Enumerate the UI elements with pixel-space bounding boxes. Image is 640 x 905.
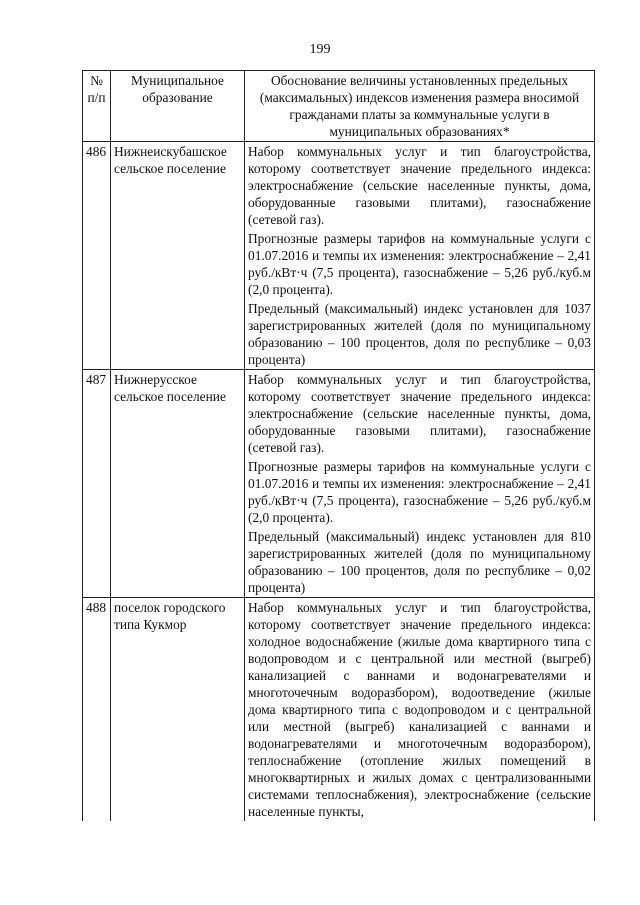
row-number: 488	[83, 598, 111, 822]
tariff-index-table	[82, 70, 595, 821]
header-justification: Обоснование величины установленных предельных (максимальных) индексов изменения размера вносимой гражданами платы за коммунальные услуги в муниципальных образованиях*	[245, 71, 595, 142]
municipality-name: поселок городского типа Кукмор	[111, 598, 245, 822]
row-number: 487	[83, 370, 111, 598]
header-num: № п/п	[83, 71, 111, 142]
justification-cell	[245, 142, 595, 370]
justification-cell	[245, 370, 595, 598]
justification-paragraph: Прогнозные размеры тарифов на коммунальные услуги с 01.07.2016 и темпы их изменения: электроснабжение – 2,41 руб./кВт·ч (7,5 процента), газоснабжение – 5,26 руб./куб.м (2,0 процента).	[248, 231, 591, 297]
row-number: 486	[83, 142, 111, 370]
header-municipality: Муниципальное образование	[111, 71, 245, 142]
justification-cell	[245, 598, 595, 822]
justification-paragraph: Набор коммунальных услуг и тип благоустройства, которому соответствует значение предельного индекса: холодное водоснабжение (жилые дома квартирного типа с водопроводом и с центральной или местной (выгреб) канализацией с ваннами и водонагревателями и многоточечным водоразбором), водоотведение (жилые дома квартирного типа с водопроводом и с центральной или местной (выгреб) канализацией с ваннами и водонагревателями и многоточечным водоразбором), теплоснабжение (отопление жилых помещений в многоквартирных и жилых домах с централизованными системами теплоснабжения), электроснабжение (сельские населенные пункты,	[248, 600, 591, 819]
table-row	[83, 142, 595, 370]
justification-paragraph: Набор коммунальных услуг и тип благоустройства, которому соответствует значение предельного индекса: электроснабжение (сельские населенные пункты, дома, оборудованные газовыми плитами), газоснабжение (сетевой газ).	[248, 372, 591, 455]
page-number: 199	[309, 42, 331, 57]
justification-paragraph: Прогнозные размеры тарифов на коммунальные услуги с 01.07.2016 и темпы их изменения: электроснабжение – 2,41 руб./кВт·ч (7,5 процента), газоснабжение – 5,26 руб./куб.м (2,0 процента).	[248, 459, 591, 525]
table-header-row	[83, 71, 595, 142]
justification-paragraph: Набор коммунальных услуг и тип благоустройства, которому соответствует значение предельного индекса: электроснабжение (сельские населенные пункты, дома, оборудованные газовыми плитами), газоснабжение (сетевой газ).	[248, 144, 591, 227]
municipality-name: Нижнеискубашское сельское поселение	[111, 142, 245, 370]
justification-paragraph: Предельный (максимальный) индекс установлен для 810 зарегистрированных жителей (доля по муниципальному образованию – 100 процентов, доля по республике – 0,02 процента)	[248, 529, 591, 595]
table-row	[83, 598, 595, 822]
municipality-name: Нижнерусское сельское поселение	[111, 370, 245, 598]
table-row	[83, 370, 595, 598]
justification-paragraph: Предельный (максимальный) индекс установлен для 1037 зарегистрированных жителей (доля по муниципальному образованию – 100 процентов, доля по республике – 0,03 процента)	[248, 301, 591, 367]
